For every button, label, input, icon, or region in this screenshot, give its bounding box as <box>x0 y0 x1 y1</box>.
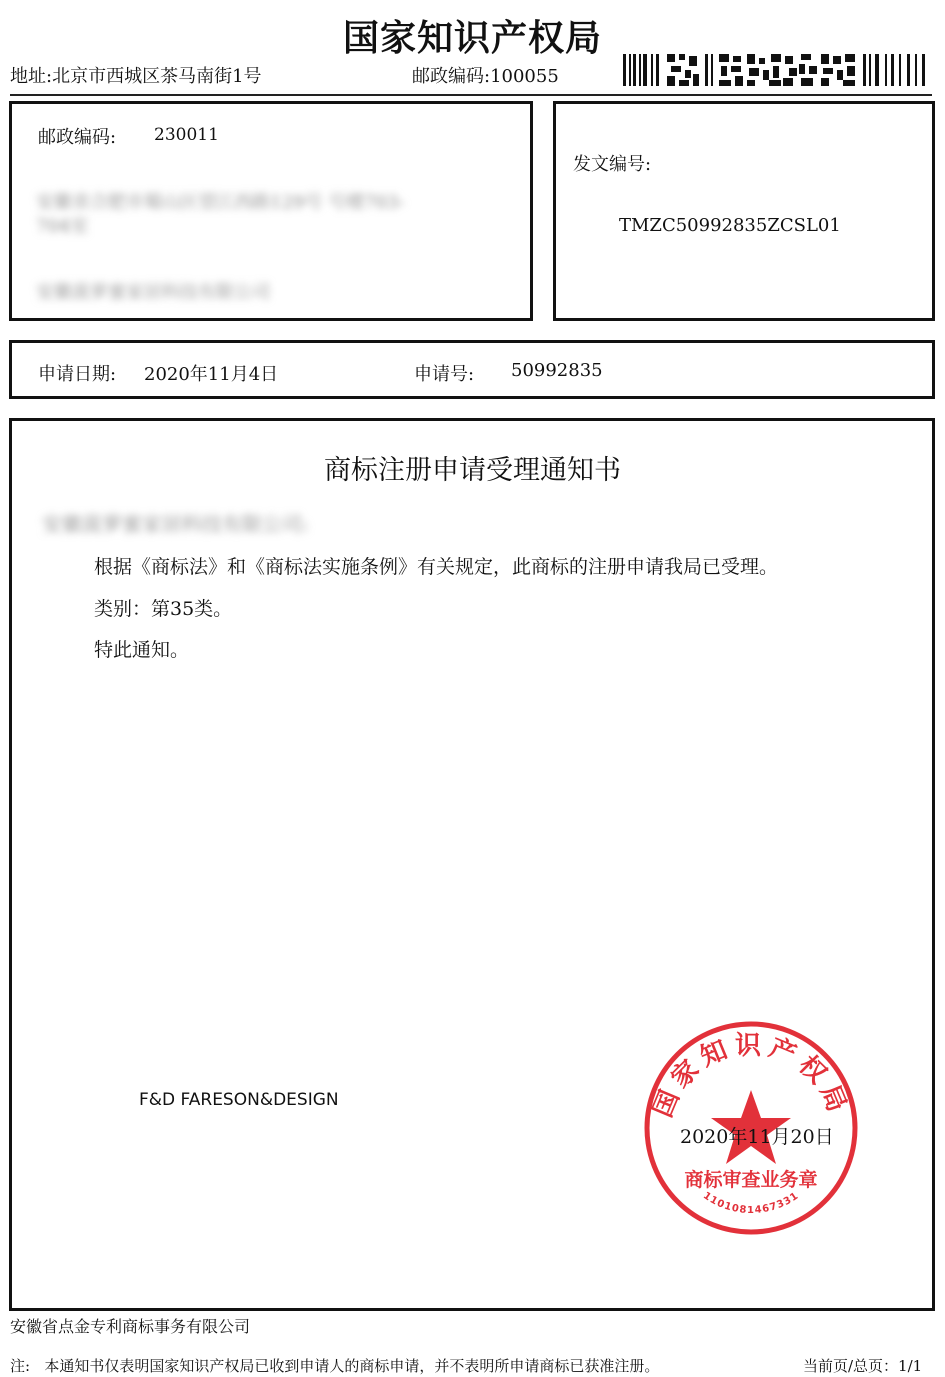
recipient-company: 安徽菠萝蜜家居科技有限公司 <box>36 282 270 303</box>
page-title: 国家知识产权局 <box>342 17 602 59</box>
office-address: 地址:北京市西城区茶马南街1号 <box>10 66 262 87</box>
notice-date: 2020年11月20日 <box>680 1126 834 1148</box>
notice-addressee: 安徽菠萝蜜家居科技有限公司: <box>42 512 309 536</box>
barcode <box>623 52 928 88</box>
svg-text:1101081467331 <box>701 1190 801 1216</box>
recipient-address-line2: 704室 <box>36 216 89 237</box>
recipient-box <box>9 101 533 321</box>
seal-top-text: 国家知识产权局 <box>647 1031 855 1122</box>
notice-closing-line: 特此通知。 <box>94 639 190 661</box>
doc-number-value: TMZC50992835ZCSL01 <box>619 215 841 236</box>
office-postcode: 邮政编码:100055 <box>412 66 559 87</box>
header-divider <box>10 94 932 96</box>
seal-bottom-text: 商标审查业务章 <box>684 1169 818 1191</box>
application-info-box <box>9 340 935 399</box>
page-indicator: 当前页/总页：1/1 <box>803 1357 923 1375</box>
notice-class-line: 类别：第35类。 <box>94 598 233 620</box>
trademark-image-text: F&D FARESON&DESIGN <box>139 1090 339 1110</box>
agent-name: 安徽省点金专利商标事务有限公司 <box>10 1317 251 1336</box>
recipient-postcode-label: 邮政编码: <box>38 127 117 148</box>
doc-number-label: 发文编号: <box>573 154 652 175</box>
application-date-label: 申请日期: <box>38 364 117 385</box>
application-date-value: 2020年11月4日 <box>144 364 279 385</box>
recipient-postcode-value: 230011 <box>154 125 219 145</box>
recipient-address-line1: 安徽省合肥市蜀山区望江西路129号 号楼703- <box>36 192 405 213</box>
footer-note: 注: 本通知书仅表明国家知识产权局已收到申请人的商标申请，并不表明所申请商标已获准注册。 <box>10 1357 660 1375</box>
application-number-label: 申请号: <box>414 364 475 385</box>
application-number-value: 50992835 <box>511 360 603 381</box>
seal-code: 1101081467331 <box>700 1190 802 1217</box>
notice-body-line: 根据《商标法》和《商标法实施条例》有关规定，此商标的注册申请我局已受理。 <box>94 556 779 578</box>
document-number-box <box>553 101 935 321</box>
notice-heading: 商标注册申请受理通知书 <box>324 455 621 486</box>
